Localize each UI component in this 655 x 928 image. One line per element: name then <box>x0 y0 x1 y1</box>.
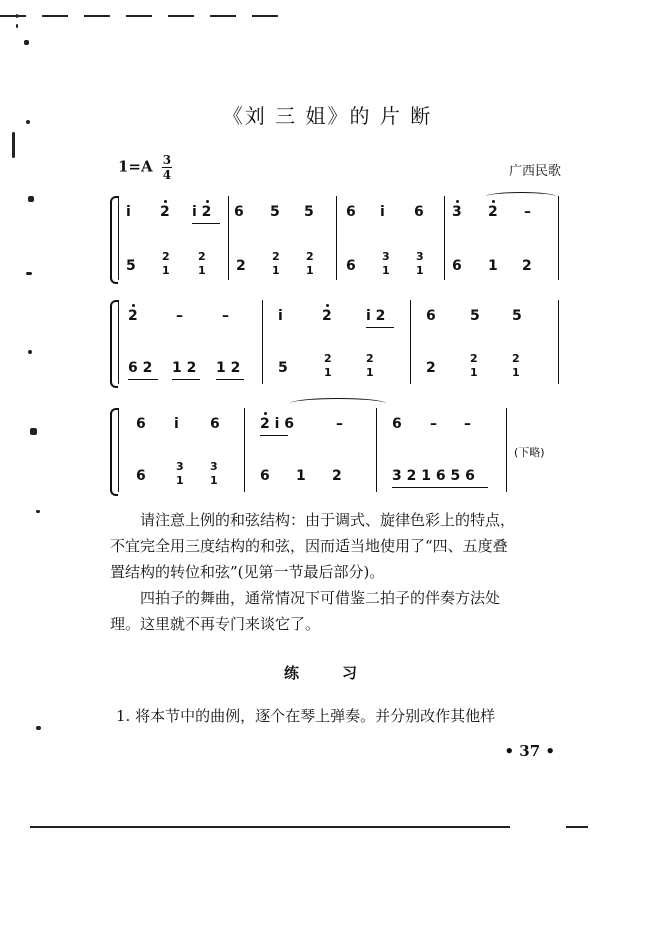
margin-speck <box>28 196 34 202</box>
time-sig-bottom: 4 <box>162 168 172 182</box>
footer-rule <box>30 826 510 828</box>
margin-speck <box>16 24 18 28</box>
paragraph-2 <box>110 585 580 637</box>
time-sig-top: 3 <box>162 153 172 167</box>
margin-speck <box>36 510 40 513</box>
score-system-2: 2 – – i 2 i 2 6 5 5 6 2 1 2 1 2 5 2 1 2 1 2 2 1 2 1 <box>114 296 560 388</box>
para1-line2: 不宜完全用三度结构的和弦，因而适当地使用了“四、五度叠 <box>110 537 508 555</box>
score-system-1: i 2 i 2 6 5 5 6 i 6 3 2 – 5 2 1 2 1 2 2 1 2 1 6 3 1 3 1 6 1 2 <box>114 192 560 282</box>
margin-speck <box>28 350 32 354</box>
margin-speck <box>26 272 32 275</box>
exercise-heading: 练 习 <box>283 664 371 682</box>
exercise-item-1: 1. 将本节中的曲例，逐个在琴上弹奏。并分别改作其他样 <box>116 707 496 725</box>
key-signature <box>118 154 172 181</box>
para2-line1: 四拍子的舞曲，通常情况下可借鉴二拍子的伴奏方法处 <box>140 589 501 607</box>
paragraph-1 <box>110 507 580 585</box>
margin-speck <box>16 14 18 18</box>
key-label: 1=A <box>118 157 153 176</box>
song-source: 广西民歌 <box>508 164 561 179</box>
omitted-note: (下略) <box>514 446 545 459</box>
time-signature <box>162 154 172 181</box>
top-edge-marks <box>0 2 330 12</box>
margin-speck <box>30 428 37 435</box>
margin-speck <box>36 726 41 730</box>
page-number: • 37 • <box>504 742 555 760</box>
score-system-3: 6 i 6 2 i 6 – 6 – – 6 3 1 3 1 6 1 2 3 2 1 6 5 6 (下略) <box>114 404 564 496</box>
footer-rule-tail <box>566 826 588 828</box>
para1-line3: 置结构的转位和弦”(见第一节最后部分)。 <box>110 563 385 581</box>
para1-line1: 请注意上例的和弦结构：由于调式、旋律色彩上的特点， <box>140 511 516 529</box>
page-title: 《刘 三 姐》的 片 断 <box>222 104 433 128</box>
para2-line2: 理。这里就不再专门来谈它了。 <box>110 615 321 633</box>
margin-speck <box>12 132 15 158</box>
margin-speck <box>24 40 29 45</box>
